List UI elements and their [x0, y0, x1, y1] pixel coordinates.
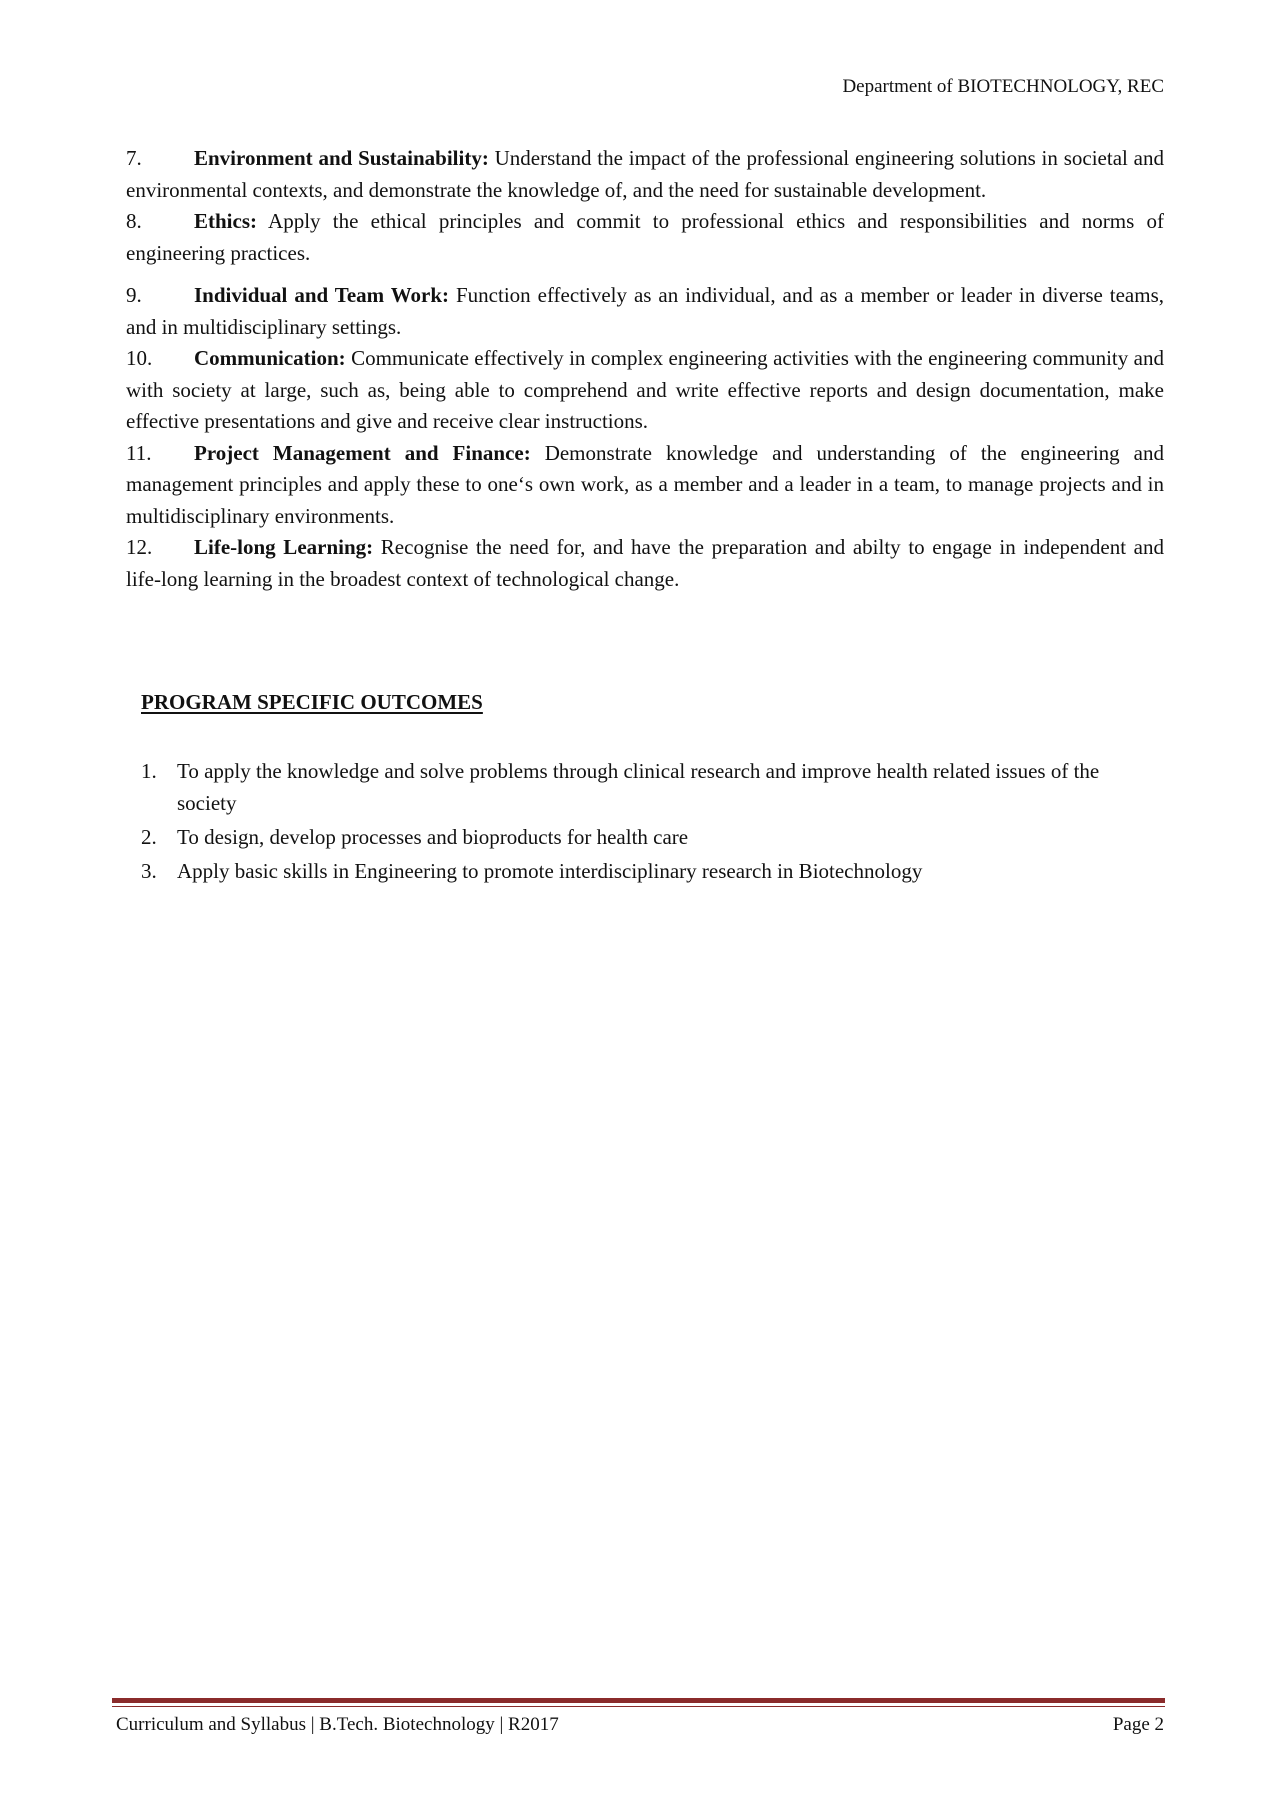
item-text: Recognise the need for, and have the preparation and abilty to engage in independent and life-long learning in the broadest context of technological change. — [126, 535, 1165, 591]
item-text: To design, develop processes and bioproducts for health care — [177, 825, 689, 849]
item-number: 9. — [126, 283, 142, 307]
item-title: Ethics: — [194, 209, 257, 233]
item-text: Apply basic skills in Engineering to promote interdisciplinary research in Biotechnology — [177, 859, 923, 883]
item-number: 11. — [126, 440, 152, 465]
list-item — [126, 280, 1164, 343]
list-item — [126, 532, 1164, 595]
item-number: 12. — [126, 535, 153, 559]
item-title: Environment and Sustainability: — [194, 146, 489, 170]
footer-left-text: Curriculum and Syllabus | B.Tech. Biotechnology | R2017 — [116, 1714, 559, 1735]
item-number: 2. — [141, 825, 157, 849]
item-number: 1. — [141, 759, 157, 783]
program-outcomes-list — [126, 143, 1164, 595]
item-number: 3. — [141, 859, 157, 883]
page-header: Department of BIOTECHNOLOGY, REC — [842, 76, 1164, 97]
item-number: 7. — [126, 146, 142, 170]
list-item — [126, 143, 1164, 206]
list-item — [126, 206, 1164, 269]
item-text: To apply the knowledge and solve problems through clinical research and improve health related issues of the society — [177, 759, 1100, 815]
list-item — [126, 343, 1164, 438]
item-text: Apply the ethical principles and commit to professional ethics and responsibilities and norms of engineering practices. — [126, 209, 1164, 265]
page-number: Page 2 — [1112, 1714, 1164, 1735]
item-text: Understand the impact of the professional engineering solutions in societal and environmental contexts, and demonstrate the knowledge of, and the need for sustainable development. — [126, 146, 1164, 202]
item-title: Communication: — [194, 346, 346, 370]
footer-divider-thin — [112, 1706, 1165, 1707]
pso-heading: PROGRAM SPECIFIC OUTCOMES — [141, 690, 483, 714]
list-item — [126, 438, 1164, 533]
item-text: Communicate effectively in complex engineering activities with the engineering community and with society at large, such as, being able to comprehend and write effective reports and design documentation, make effective presentations and give and receive clear instructions. — [126, 346, 1164, 433]
item-title: Life-long Learning: — [194, 535, 374, 559]
list-item — [141, 821, 1161, 853]
item-title: Project Management and Finance: — [194, 440, 531, 465]
item-text: Demonstrate knowledge and understanding of the engineering and management principles and apply these to one‘s own work, as a member and a leader in a team, to manage projects and in multidisciplinary environments. — [126, 440, 1164, 528]
footer-divider — [112, 1698, 1165, 1703]
item-text: Function effectively as an individual, and as a member or leader in diverse teams, and in multidisciplinary settings. — [126, 283, 1164, 339]
item-number: 8. — [126, 209, 142, 233]
item-title: Individual and Team Work: — [194, 283, 450, 307]
pso-list — [141, 755, 1161, 889]
list-item — [141, 755, 1161, 819]
list-item — [141, 855, 1161, 887]
item-number: 10. — [126, 346, 153, 370]
